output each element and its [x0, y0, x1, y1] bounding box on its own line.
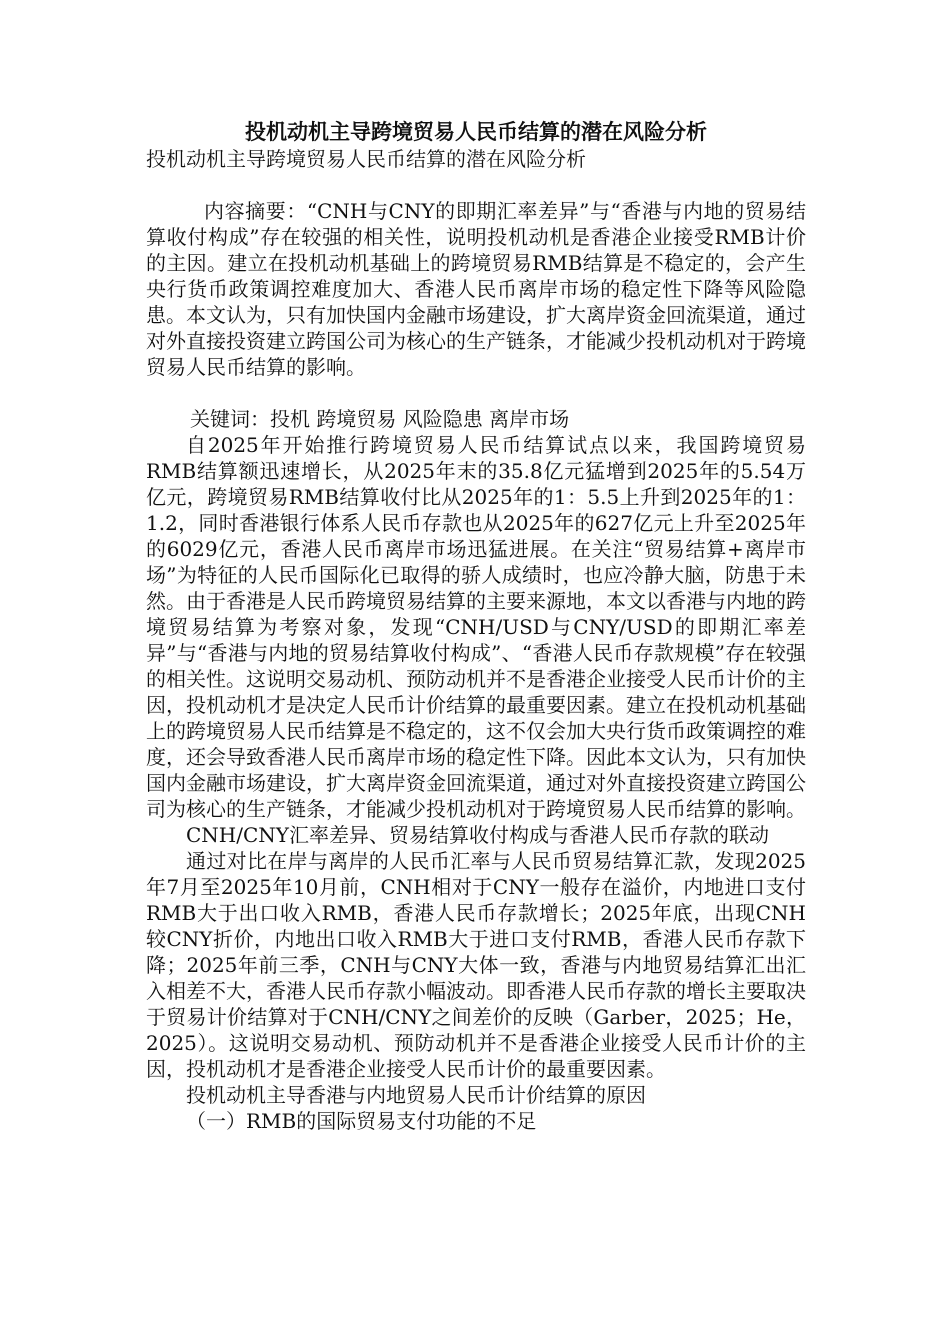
section-heading-1: CNH/CNY汇率差异、贸易结算收付构成与香港人民币存款的联动 [186, 823, 769, 847]
body-paragraph-2: 通过对比在岸与离岸的人民币汇率与人民币贸易结算汇款，发现2025年7月至2025年10月前，CNH相对于CNY一般存在溢价，内地进口支付RMB大于出口收入RMB，香港人民币存款增长；2025年底，出现CNH较CNY折价，内地出口收入RMB大于进口支付RMB，香港人民币存款下降；2025年前三季，CNH与CNY大体一致，香港与内地贸易结算汇出汇入相差不大，香港人民币存款小幅波动。即香港人民币存款的增长主要取决于贸易计价结算对于CNH/CNY之间差价的反映（Garber，2025；He，2025）。这说明交易动机、预防动机并不是香港企业接受人民币计价的主因，投机动机才是香港企业接受人民币计价的最重要因素。 [146, 849, 806, 1081]
document-page [146, 118, 806, 1134]
body-paragraph-1: 自2025年开始推行跨境贸易人民币结算试点以来，我国跨境贸易RMB结算额迅速增长，从2025年末的35.8亿元猛增到2025年的5.54万亿元，跨境贸易RMB结算收付比从2025年的1：5.5上升到2025年的1：1.2，同时香港银行体系人民币存款也从2025年的627亿元上升至2025年的6029亿元，香港人民币离岸市场迅猛进展。在关注“贸易结算+离岸市场”为特征的人民币国际化已取得的骄人成绩时，也应冷静大脑，防患于未然。由于香港是人民币跨境贸易结算的主要来源地，本文以香港与内地的跨境贸易结算为考察对象，发现“CNH/USD与CNY/USD的即期汇率差异”与“香港与内地的贸易结算收付构成”、“香港人民币存款规模”存在较强的相关性。这说明交易动机、预防动机并不是香港企业接受人民币计价的主因，投机动机才是决定人民币计价结算的最重要因素。建立在投机动机基础上的跨境贸易人民币结算是不稳定的，这不仅会加大央行货币政策调控的难度，还会导致香港人民币离岸市场的稳定性下降。因此本文认为，只有加快国内金融市场建设，扩大离岸资金回流渠道，通过对外直接投资建立跨国公司为核心的生产链条，才能减少投机动机对于跨境贸易人民币结算的影响。 [146, 433, 806, 821]
keywords-line: 关键词：投机 跨境贸易 风险隐患 离岸市场 [190, 407, 570, 431]
section-heading-2: 投机动机主导香港与内地贸易人民币计价结算的原因 [186, 1083, 646, 1107]
subsection-heading-1: （一）RMB的国际贸易支付功能的不足 [186, 1109, 537, 1133]
document-subtitle: 投机动机主导跨境贸易人民币结算的潜在风险分析 [146, 147, 586, 171]
abstract-paragraph: 内容摘要：“CNH与CNY的即期汇率差异”与“香港与内地的贸易结算收付构成”存在较强的相关性，说明投机动机是香港企业接受RMB计价的主因。建立在投机动机基础上的跨境贸易RMB结算是不稳定的，会产生央行货币政策调控难度加大、香港人民币离岸市场的稳定性下降等风险隐患。本文认为，只有加快国内金融市场建设，扩大离岸资金回流渠道，通过对外直接投资建立跨国公司为核心的生产链条，才能减少投机动机对于跨境贸易人民币结算的影响。 [146, 199, 806, 379]
document-title: 投机动机主导跨境贸易人民币结算的潜在风险分析 [245, 120, 707, 144]
